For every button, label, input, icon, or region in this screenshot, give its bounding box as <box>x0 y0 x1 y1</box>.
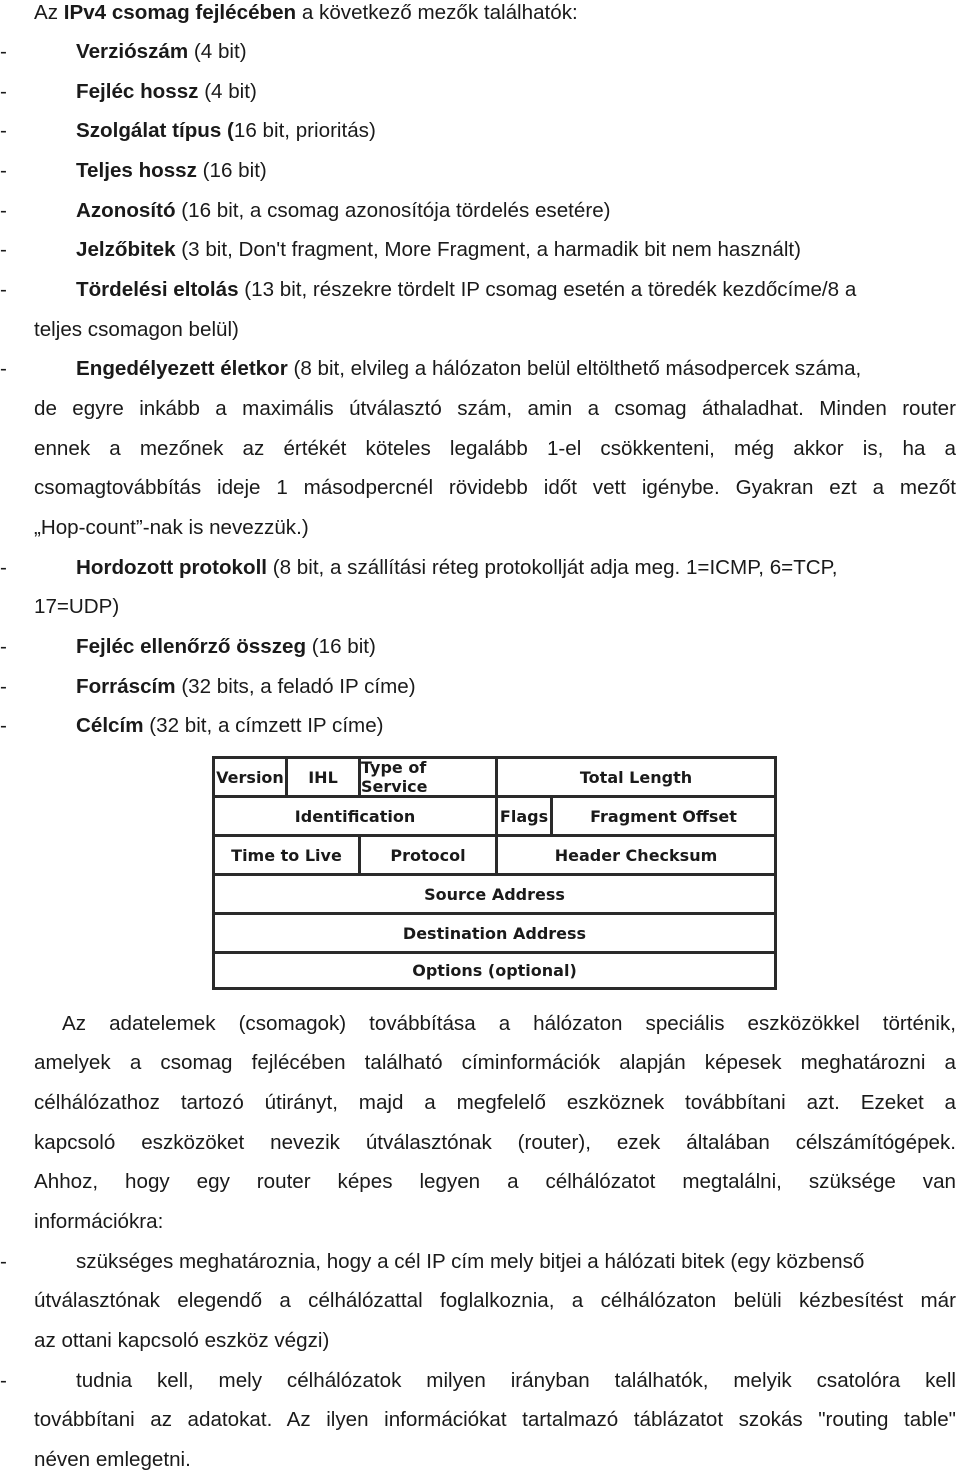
list-dash: - <box>0 357 7 380</box>
diagram-row <box>215 798 774 837</box>
field-name: Azonosító <box>76 199 176 222</box>
list-dash: - <box>0 119 7 142</box>
field-text <box>76 713 384 739</box>
field-desc: (8 bit, a szállítási réteg protokollját adja meg. 1=ICMP, 6=TCP, <box>267 556 838 579</box>
list-dash: - <box>0 40 7 63</box>
field-desc: (13 bit, részekre tördelt IP csomag esetén a töredék kezdőcíme/8 a <box>238 278 857 301</box>
field-desc: (3 bit, Don't fragment, More Fragment, a harmadik bit nem használt) <box>175 238 802 261</box>
field-desc: (4 bit) <box>188 40 247 63</box>
field-name: Verziószám <box>76 40 189 63</box>
field-text <box>76 277 856 303</box>
field-continuation: teljes csomagon belül) <box>34 318 239 341</box>
field-desc: (32 bit, a címzett IP címe) <box>143 714 384 737</box>
list-continuation: továbbítani az adatokat. Az ilyen információkat tartalmazó táblázatot szokás "routing table" <box>34 1408 956 1431</box>
paragraph-line: információkra: <box>34 1210 164 1233</box>
list-continuation: az ottani kapcsoló eszköz végzi) <box>34 1329 330 1352</box>
field-name: Jelzőbitek <box>76 238 176 261</box>
cell-header-checksum: Header Checksum <box>554 845 718 865</box>
cell-options: Options (optional) <box>412 961 577 980</box>
field-name: Engedélyezett életkor <box>76 357 288 380</box>
intro-prefix: Az <box>34 1 64 24</box>
cell-identification: Identification <box>215 798 498 834</box>
cell-ihl: IHL <box>288 759 361 795</box>
cell-version: Version <box>215 759 288 795</box>
paragraph-line: amelyek a csomag fejlécében található címinformációk alapján képesek meghatározni a <box>34 1051 956 1074</box>
field-desc: (8 bit, elvileg a hálózaton belül eltölthető másodpercek száma, <box>287 357 862 380</box>
list-dash: - <box>0 80 7 103</box>
diagram-row <box>215 954 774 987</box>
field-name: Tördelési eltolás <box>76 278 239 301</box>
list-dash: - <box>0 714 7 737</box>
field-text <box>76 158 267 184</box>
diagram-row <box>215 759 774 798</box>
field-desc: 16 bit, prioritás) <box>233 119 376 142</box>
list-dash: - <box>0 238 7 261</box>
diagram-row <box>215 837 774 876</box>
field-name: Célcím <box>76 714 144 737</box>
field-text <box>76 39 247 65</box>
field-name: Fejléc ellenőrző összeg <box>76 635 307 658</box>
paragraph-line: kapcsoló eszközöket nevezik útválasztónak (router), ezek általában célszámítógépek. <box>34 1131 956 1154</box>
diagram-row <box>215 876 774 915</box>
cell-destination-address: Destination Address <box>402 923 587 943</box>
list-dash: - <box>0 635 7 658</box>
ipv4-header-diagram <box>212 756 777 990</box>
field-desc: (16 bit, a csomag azonosítója tördelés esetére) <box>175 199 611 222</box>
field-desc: (32 bits, a feladó IP címe) <box>175 675 416 698</box>
field-continuation: csomagtovábbítás ideje 1 másodpercnél rövidebb időt vett igénybe. Gyakran ezt a mezőt <box>34 476 956 499</box>
paragraph-line: Ahhoz, hogy egy router képes legyen a célhálózatot megtalálni, szüksége van <box>34 1170 956 1193</box>
field-text <box>76 356 861 382</box>
diagram-row <box>215 915 774 954</box>
list-continuation: néven emlegetni. <box>34 1448 191 1471</box>
field-text <box>76 198 611 224</box>
intro-bold: IPv4 csomag fejlécében <box>63 1 297 24</box>
cell-time-to-live: Time to Live <box>215 837 361 873</box>
field-name: Szolgálat típus ( <box>76 119 234 142</box>
intro-suffix: a következő mezők találhatók: <box>296 1 578 24</box>
field-text <box>76 634 376 660</box>
intro-line <box>34 0 956 26</box>
cell-source-address: Source Address <box>424 884 565 904</box>
field-text <box>76 674 416 700</box>
cell-type-of-service: Type of Service <box>361 759 498 795</box>
list-continuation: útválasztónak elegendő a célhálózattal foglalkoznia, a célhálózaton belüli kézbesítést már <box>34 1289 956 1312</box>
list-dash: - <box>0 675 7 698</box>
list-dash: - <box>0 1250 7 1273</box>
field-continuation: ennek a mezőnek az értékét köteles legalább 1-el csökkenteni, még akkor is, ha a <box>34 437 956 460</box>
field-desc: (4 bit) <box>198 80 257 103</box>
field-desc: (16 bit) <box>196 159 267 182</box>
field-text <box>76 237 801 263</box>
paragraph-line: Az adatelemek (csomagok) továbbítása a hálózaton speciális eszközökkel történik, <box>62 1012 956 1035</box>
cell-fragment-offset: Fragment Offset <box>590 806 737 826</box>
field-text <box>76 79 257 105</box>
list-dash: - <box>0 199 7 222</box>
list-item-text: tudnia kell, mely célhálózatok milyen irányban találhatók, melyik csatolóra kell <box>76 1369 956 1392</box>
field-name: Fejléc hossz <box>76 80 199 103</box>
field-text <box>76 118 376 144</box>
cell-total-length: Total Length <box>579 767 693 787</box>
list-dash: - <box>0 1369 7 1392</box>
field-continuation: 17=UDP) <box>34 595 120 618</box>
field-name: Teljes hossz <box>76 159 197 182</box>
field-desc: (16 bit) <box>306 635 376 658</box>
list-dash: - <box>0 556 7 579</box>
cell-protocol: Protocol <box>361 837 498 873</box>
list-dash: - <box>0 159 7 182</box>
paragraph-line: célhálózathoz tartozó útirányt, majd a megfelelő eszköznek továbbítani azt. Ezeket a <box>34 1091 956 1114</box>
field-continuation: „Hop-count”-nak is nevezzük.) <box>34 516 309 539</box>
field-text <box>76 555 837 581</box>
list-item-text: szükséges meghatároznia, hogy a cél IP cím mely bitjei a hálózati bitek (egy közbenső <box>76 1250 865 1273</box>
list-dash: - <box>0 278 7 301</box>
field-name: Forráscím <box>76 675 176 698</box>
field-name: Hordozott protokoll <box>76 556 268 579</box>
field-continuation: de egyre inkább a maximális útválasztó szám, amin a csomag áthaladhat. Minden router <box>34 397 956 420</box>
cell-flags: Flags <box>498 798 553 834</box>
